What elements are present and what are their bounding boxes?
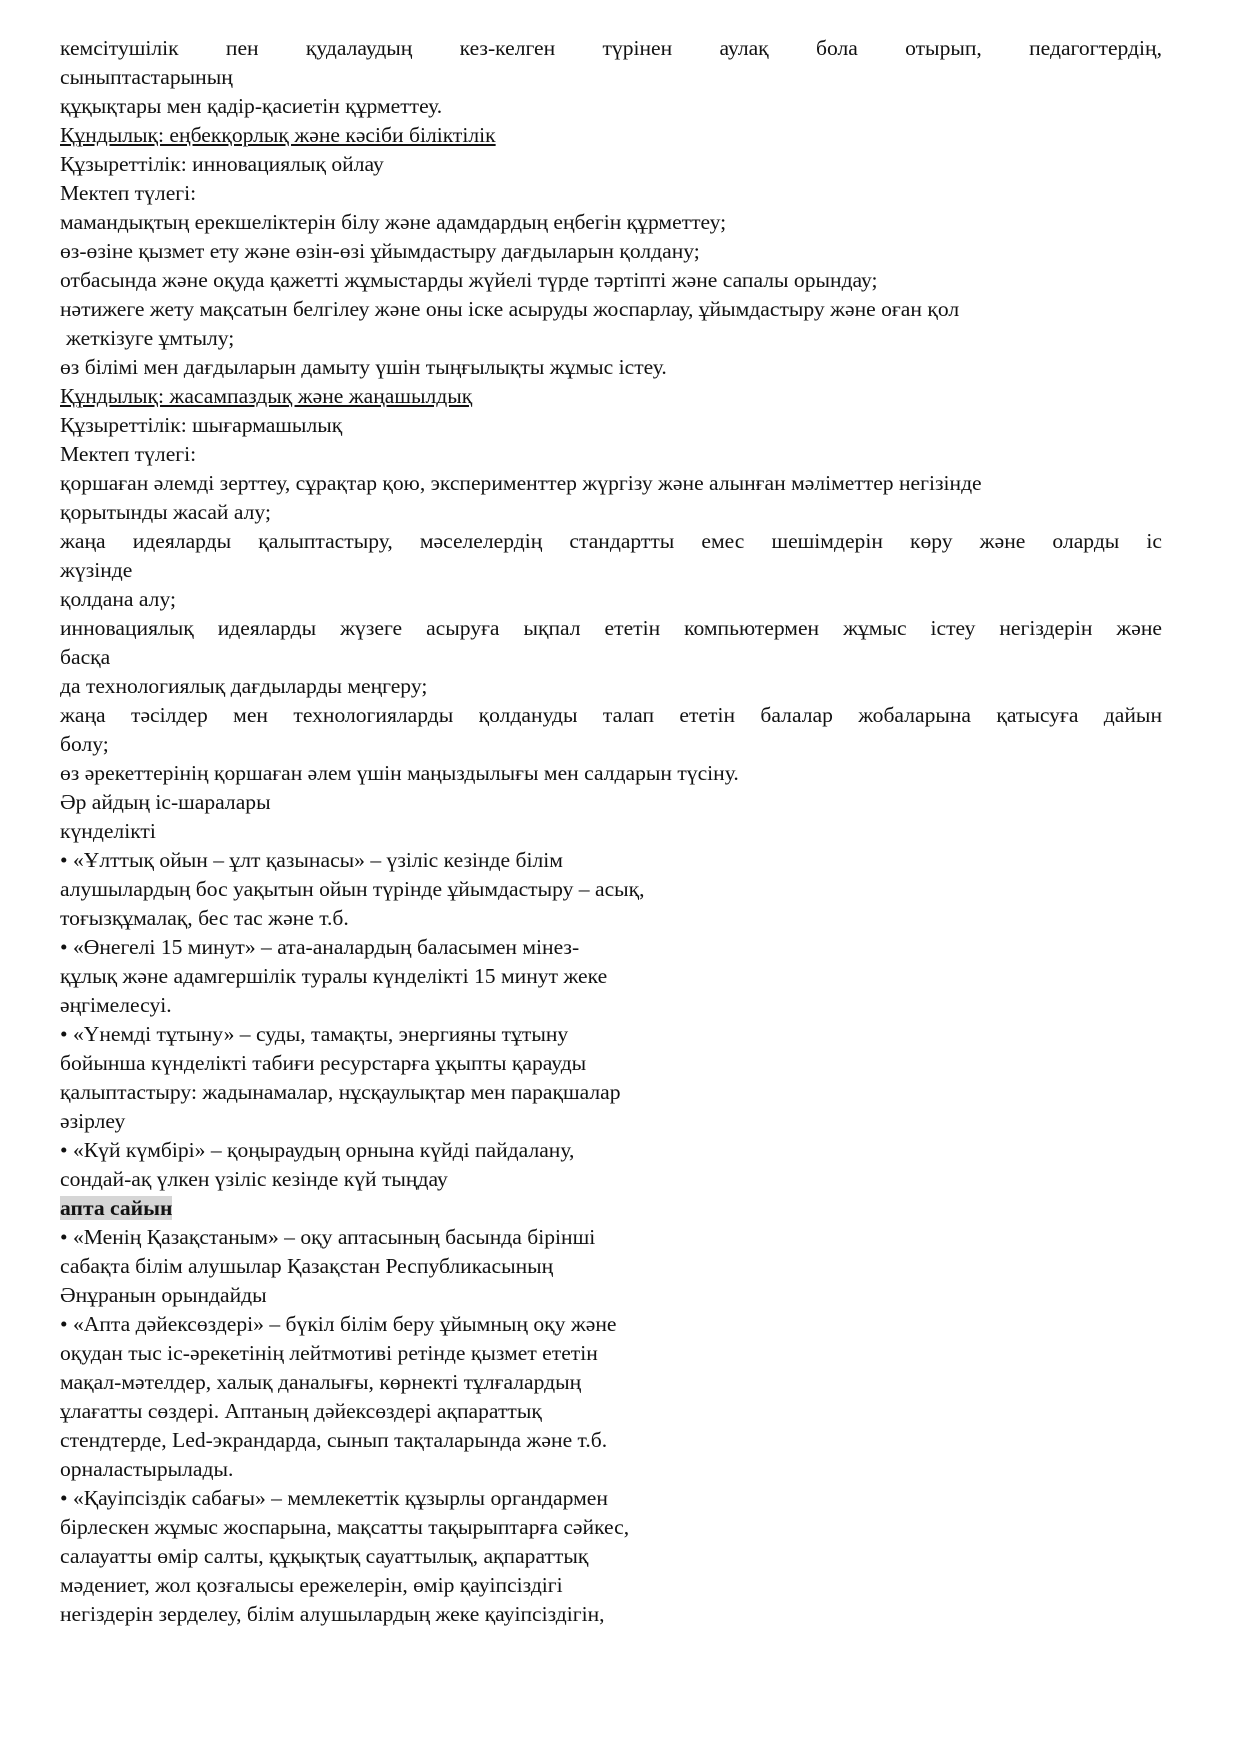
text-line: қоршаған әлемді зерттеу, сұрақтар қою, эксперименттер жүргізу және алынған мәліметтер негізінде: [60, 471, 982, 495]
text-line: • «Ұлттық ойын – ұлт қазынасы» – үзіліс кезінде білім: [60, 848, 563, 872]
text-line: сондай-ақ үлкен үзіліс кезінде күй тыңдау: [60, 1167, 448, 1191]
list-item: нәтижеге жету мақсатын белгілеу және оны іске асыруды жоспарлау, ұйымдастыру және оған қол: [60, 297, 960, 321]
section-heading: Құндылық: еңбекқорлық және кәсіби біліктілік: [60, 123, 496, 147]
text-line: жүзінде: [60, 558, 133, 582]
text-line: оқудан тыс іс-әрекетінің лейтмотиві ретінде қызмет ететін: [60, 1341, 598, 1365]
text-line: бірлескен жұмыс жоспарына, мақсатты тақырыптарға сәйкес,: [60, 1515, 630, 1539]
text-line: басқа: [60, 645, 111, 669]
text-line: мәдениет, жол қозғалысы ережелерін, өмір қауіпсіздігі: [60, 1573, 563, 1597]
text-line: кемсітушілік пен қудалаудың кез-келген түрінен аулақ бола отырып, педагогтердің,: [60, 36, 1162, 60]
graduate-label: Мектеп түлегі:: [60, 442, 197, 466]
text-line: мақал-мәтелдер, халық даналығы, көрнекті тұлғалардың: [60, 1370, 582, 1394]
text-line: өз әрекеттерінің қоршаған әлем үшін маңыздылығы мен салдарын түсіну.: [60, 761, 739, 785]
weekly-section: [60, 1194, 1162, 1629]
intro-section: [60, 34, 1162, 121]
text-line: салауатты өмір салты, құқықтық сауаттылық, ақпараттық: [60, 1544, 589, 1568]
text-line: бойынша күнделікті табиғи ресурстарға ұқыпты қарауды: [60, 1051, 587, 1075]
value-creativity-section: [60, 382, 1162, 788]
text-line: алушылардың бос уақытын ойын түрінде ұйымдастыру – асық,: [60, 877, 645, 901]
list-item: жеткізуге ұмтылу;: [66, 326, 235, 350]
text-line: сыныптастарының: [60, 65, 233, 89]
list-item: отбасында және оқуда қажетті жұмыстарды жүйелі түрде тәртіпті және сапалы орындау;: [60, 268, 878, 292]
text-line: • «Апта дәйексөздері» – бүкіл білім беру ұйымның оқу және: [60, 1312, 617, 1336]
text-line: әңгімелесуі.: [60, 993, 172, 1017]
subsection-heading: күнделікті: [60, 819, 156, 843]
subsection-heading: апта сайын: [60, 1196, 173, 1220]
text-line: құқықтары мен қадір-қасиетін құрметтеу.: [60, 94, 443, 118]
monthly-section: [60, 788, 1162, 817]
text-line: • «Үнемді тұтыну» – суды, тамақты, энергияны тұтыну: [60, 1022, 569, 1046]
text-line: қалыптастыру: жадынамалар, нұсқаулықтар мен парақшалар: [60, 1080, 621, 1104]
text-line: инновациялық идеяларды жүзеге асыруға ықпал ететін компьютермен жұмыс істеу негіздерін және: [60, 616, 1162, 640]
text-line: да технологиялық дағдыларды меңгеру;: [60, 674, 428, 698]
list-item: өз білімі мен дағдыларын дамыту үшін тыңғылықты жұмыс істеу.: [60, 355, 667, 379]
text-line: әзірлеу: [60, 1109, 126, 1133]
daily-section: [60, 817, 1162, 1194]
text-line: жаңа тәсілдер мен технологияларды қолдануды талап ететін балалар жобаларына қатысуға дайын: [60, 703, 1162, 727]
text-line: тоғызқұмалақ, бес тас және т.б.: [60, 906, 349, 930]
list-item: мамандықтың ерекшеліктерін білу және адамдардың еңбегін құрметтеу;: [60, 210, 727, 234]
graduate-label: Мектеп түлегі:: [60, 181, 197, 205]
list-item: өз-өзіне қызмет ету және өзін-өзі ұйымдастыру дағдыларын қолдану;: [60, 239, 700, 263]
competence-line: Құзыреттілік: инновациялық ойлау: [60, 152, 384, 176]
text-line: қолдана алу;: [60, 587, 176, 611]
text-line: құлық және адамгершілік туралы күнделікті 15 минут жеке: [60, 964, 608, 988]
text-line: қорытынды жасай алу;: [60, 500, 271, 524]
section-heading: Құндылық: жасампаздық және жаңашылдық: [60, 384, 473, 408]
text-line: • «Қауіпсіздік сабағы» – мемлекеттік құзырлы органдармен: [60, 1486, 608, 1510]
text-line: • «Менің Қазақстаным» – оқу аптасының басында бірінші: [60, 1225, 596, 1249]
competence-line: Құзыреттілік: шығармашылық: [60, 413, 343, 437]
text-line: • «Өнегелі 15 минут» – ата-аналардың баласымен мінез-: [60, 935, 580, 959]
text-line: • «Күй күмбірі» – қоңыраудың орнына күйді пайдалану,: [60, 1138, 575, 1162]
text-line: сабақта білім алушылар Қазақстан Республикасының: [60, 1254, 554, 1278]
value-work-section: [60, 121, 1162, 382]
text-line: негіздерін зерделеу, білім алушылардың жеке қауіпсіздігін,: [60, 1602, 605, 1626]
document-page: [60, 34, 1162, 1629]
text-line: ұлағатты сөздері. Аптаның дәйексөздері ақпараттық: [60, 1399, 542, 1423]
text-line: Әнұранын орындайды: [60, 1283, 267, 1307]
text-line: орналастырылады.: [60, 1457, 234, 1481]
section-heading: Әр айдың іс-шаралары: [60, 790, 271, 814]
text-line: болу;: [60, 732, 109, 756]
text-line: жаңа идеяларды қалыптастыру, мәселелердің стандартты емес шешімдерін көру және оларды іс: [60, 529, 1162, 553]
text-line: стендтерде, Led-экрандарда, сынып тақталарында және т.б.: [60, 1428, 608, 1452]
